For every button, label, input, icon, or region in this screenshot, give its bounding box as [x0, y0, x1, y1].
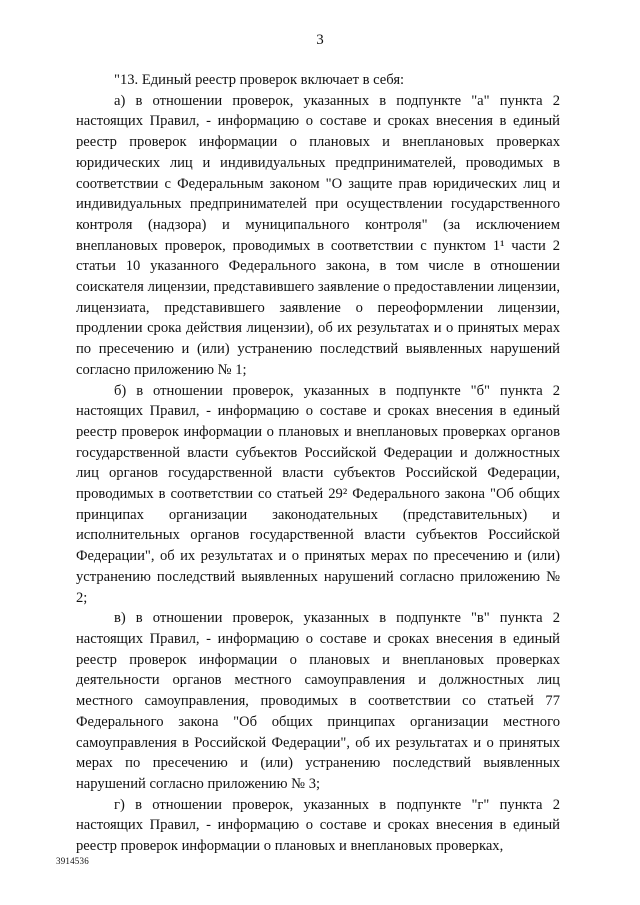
paragraph-item-b: б) в отношении проверок, указанных в подпункте "б" пункта 2 настоящих Правил, - информацию о составе и сроках внесения в единый реестр проверок информации о плановых и внеплановых проверках органов государственной власти субъектов Российской Федерации и должностных лиц органов государственной власти субъектов Российской Федерации, проводимых в соответствии со статьей 29² Федерального закона "Об общих принципах организации законодательных (представительных) и исполнительных органов государственной власти субъектов Российской Федерации", об их результатах и о принятых мерах по пресечению и (или) устранению последствий выявленных нарушений согласно приложению № 2; — [76, 382, 560, 606]
paragraph-intro: "13. Единый реестр проверок включает в себя: — [114, 72, 405, 88]
page-number: 3 — [316, 32, 324, 48]
paragraph-item-g: г) в отношении проверок, указанных в подпункте "г" пункта 2 настоящих Правил, - информацию о составе и сроках внесения в единый реестр проверок информации о плановых и внеплановых проверках, — [76, 796, 560, 855]
paragraph-item-a: а) в отношении проверок, указанных в подпункте "а" пункта 2 настоящих Правил, - информацию о составе и сроках внесения в единый реестр проверок информации о плановых и внеплановых проверках юридических лиц и индивидуальных предпринимателей, проводимых в соответствии с Федеральным законом "О защите прав юридических лиц и индивидуальных предпринимателей при осуществлении государственного контроля (надзора) и муниципального контроля" (за исключением внеплановых проверок, проводимых в соответствии с пунктом 1¹ части 2 статьи 10 указанного Федерального закона, в том числе в отношении соискателя лицензии, представившего заявление о предоставлении лицензии, лицензиата, представившего заявление о переоформлении лицензии, продлении срока действия лицензии), об их результатах и о принятых мерах по пресечению и (или) устранению последствий выявленных нарушений согласно приложению № 1; — [76, 92, 560, 378]
document-body — [76, 70, 560, 857]
paragraph-item-v: в) в отношении проверок, указанных в подпункте "в" пункта 2 настоящих Правил, - информацию о составе и сроках внесения в единый реестр проверок информации о плановых и внеплановых проверках деятельности органов местного самоуправления и должностных лиц местного самоуправления, проводимых в соответствии со статьей 77 Федерального закона "Об общих принципах организации местного самоуправления в Российской Федерации", об их результатах и о принятых мерах по пресечению и (или) устранению последствий выявленных нарушений согласно приложению № 3; — [76, 610, 560, 792]
document-code: 3914536 — [56, 856, 89, 866]
